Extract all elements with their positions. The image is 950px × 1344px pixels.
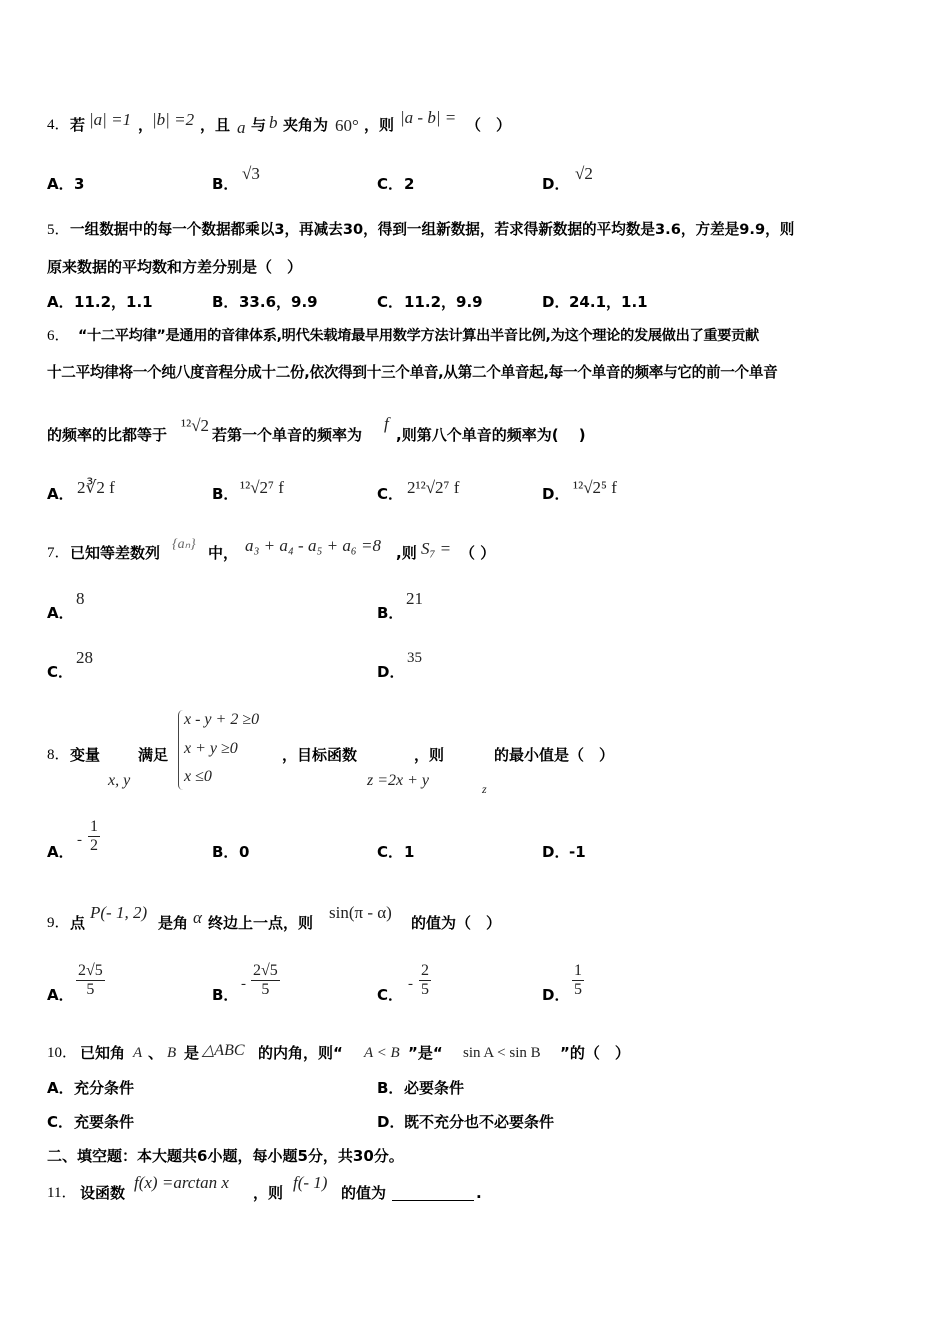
option-c-fraction bbox=[419, 962, 431, 999]
question-text: ，且 bbox=[200, 116, 231, 134]
numerator: 1 bbox=[574, 962, 582, 979]
question-text: 的值为 bbox=[341, 1184, 387, 1202]
option-c-label: C． bbox=[47, 663, 74, 681]
option-c-label: C． bbox=[377, 293, 404, 311]
question-text: 点 bbox=[70, 914, 86, 932]
option-d-value: ¹²√2⁵ f bbox=[573, 478, 617, 497]
option-b-sign: - bbox=[241, 976, 246, 992]
math-root: ¹²√2 bbox=[181, 416, 210, 435]
option-a-value: 11.2，1.1 bbox=[74, 293, 153, 311]
question-text: ”是“ bbox=[408, 1044, 443, 1062]
question-text: ,则第八个单音的频率为( ) bbox=[396, 426, 586, 444]
option-d-value: -1 bbox=[569, 843, 586, 861]
question-text: . bbox=[476, 1184, 482, 1202]
numerator: 1 bbox=[90, 818, 98, 835]
constraint-1: x - y + 2 ≥0 bbox=[184, 711, 260, 728]
option-a-value: 2∛2 f bbox=[77, 478, 115, 497]
question-text: ”的（ ） bbox=[560, 1044, 630, 1062]
denominator: 2 bbox=[90, 837, 98, 854]
math-abs-diff: |a - b| = bbox=[400, 108, 457, 127]
option-b-label: B． bbox=[212, 485, 239, 503]
option-c-label: C． bbox=[47, 1113, 74, 1131]
option-b-value: ¹²√2⁷ f bbox=[240, 478, 284, 497]
section-heading: 二、填空题：本大题共6小题，每小题5分，共30分。 bbox=[47, 1147, 404, 1165]
option-a-label: A． bbox=[47, 1079, 74, 1097]
math-a: a bbox=[237, 118, 246, 137]
question-text: ,则 bbox=[396, 544, 417, 562]
option-c-label: C． bbox=[377, 986, 404, 1004]
question-text: 原来数据的平均数和方差分别是（ ） bbox=[47, 258, 303, 276]
math-abs-b: |b| =2 bbox=[152, 110, 195, 129]
denominator: 5 bbox=[261, 981, 270, 998]
question-text: 、 bbox=[148, 1044, 164, 1062]
math-vars: x, y bbox=[108, 772, 131, 789]
option-a-label: A． bbox=[47, 293, 74, 311]
question-text: 是 bbox=[184, 1044, 200, 1062]
option-b-value: 21 bbox=[406, 589, 423, 608]
option-a-value: 8 bbox=[76, 589, 85, 608]
question-number: 5． bbox=[47, 222, 70, 238]
option-d-label: D． bbox=[542, 843, 570, 861]
question-text: ，目标函数 bbox=[282, 746, 358, 764]
question-text: 夹角为 bbox=[283, 116, 329, 134]
question-text: 已知角 bbox=[80, 1044, 126, 1062]
option-d-value: √2 bbox=[575, 164, 593, 183]
option-a-label: A． bbox=[47, 175, 74, 193]
denominator: 5 bbox=[574, 981, 582, 998]
option-d-label: D． bbox=[542, 485, 570, 503]
option-a-sign: - bbox=[77, 832, 82, 848]
option-b-value: √3 bbox=[242, 164, 260, 183]
option-a-label: A． bbox=[47, 485, 74, 503]
math-alpha: α bbox=[193, 908, 202, 927]
answer-blank[interactable] bbox=[392, 1186, 474, 1201]
question-number: 8． bbox=[47, 747, 70, 763]
option-c-label: C． bbox=[377, 175, 404, 193]
question-text: 若第一个单音的频率为 bbox=[212, 426, 363, 444]
option-b-label: B． bbox=[212, 986, 239, 1004]
question-text: 满足 bbox=[138, 746, 169, 764]
math-triangle: △ABC bbox=[202, 1042, 245, 1059]
question-text: 是角 bbox=[158, 914, 189, 932]
option-a-label: A． bbox=[47, 986, 74, 1004]
math-z: z bbox=[482, 782, 487, 796]
option-a-value: 充分条件 bbox=[74, 1079, 135, 1097]
option-c-value: 28 bbox=[76, 648, 93, 667]
option-c-label: C． bbox=[377, 485, 404, 503]
option-a-fraction bbox=[76, 962, 105, 999]
option-c-sign: - bbox=[408, 976, 413, 992]
option-d-label: D． bbox=[377, 1113, 405, 1131]
math-abs-a: |a| =1 bbox=[89, 110, 132, 129]
option-d-label: D． bbox=[542, 175, 570, 193]
question-text: ，则 bbox=[364, 116, 395, 134]
question-text: 的最小值是（ ） bbox=[494, 746, 615, 764]
question-text: 一组数据中的每一个数据都乘以3，再减去30，得到一组新数据，若求得新数据的平均数是3.6，方差是9.9，则 bbox=[70, 221, 795, 238]
constraint-2: x + y ≥0 bbox=[184, 740, 238, 757]
option-b-label: B． bbox=[212, 843, 239, 861]
numerator: 2 bbox=[421, 962, 429, 979]
question-number: 7． bbox=[47, 545, 70, 561]
math-condition-1: A < B bbox=[364, 1045, 400, 1061]
question-text: ， bbox=[138, 116, 154, 134]
question-text: 的频率的比都等于 bbox=[47, 426, 168, 444]
question-text: 中， bbox=[208, 544, 239, 562]
question-text: 终边上一点，则 bbox=[208, 914, 314, 932]
math-equation: a₃ + a₄ - a₅ + a₆ =8 bbox=[245, 536, 381, 555]
option-c-value: 11.2，9.9 bbox=[404, 293, 483, 311]
option-b-value: 33.6，9.9 bbox=[239, 293, 318, 311]
option-d-value: 24.1，1.1 bbox=[569, 293, 648, 311]
answer-paren: （ ） bbox=[466, 116, 512, 134]
question-text: 十二平均律将一个纯八度音程分成十二份,依次得到十三个单音,从第二个单音起,每一个单音的频率与它的前一个单音 bbox=[47, 364, 778, 381]
numerator: 2√5 bbox=[253, 962, 278, 979]
math-objective: z =2x + y bbox=[367, 772, 430, 789]
question-text: 已知等差数列 bbox=[70, 544, 161, 562]
option-a-fraction bbox=[88, 818, 100, 855]
option-d-label: D． bbox=[542, 986, 570, 1004]
math-function: f(x) =arctan x bbox=[134, 1173, 229, 1192]
math-A: A bbox=[133, 1045, 143, 1061]
math-angle: 60° bbox=[335, 116, 359, 135]
option-b-value: 必要条件 bbox=[404, 1079, 465, 1097]
option-b-value: 0 bbox=[239, 843, 250, 861]
option-b-label: B． bbox=[377, 604, 404, 622]
option-a-label: A． bbox=[47, 843, 74, 861]
numerator: 2√5 bbox=[78, 962, 103, 979]
option-a-label: A． bbox=[47, 604, 74, 622]
option-d-fraction bbox=[572, 962, 584, 999]
option-d-label: D． bbox=[542, 293, 570, 311]
question-text: 的内角，则“ bbox=[258, 1044, 343, 1062]
question-text: 与 bbox=[251, 116, 267, 134]
answer-paren: （ ） bbox=[460, 544, 496, 562]
question-number: 11． bbox=[47, 1185, 77, 1201]
question-text: ，则 bbox=[414, 746, 445, 764]
denominator: 5 bbox=[86, 981, 95, 998]
math-sequence: {aₙ} bbox=[172, 537, 196, 552]
system-brace bbox=[178, 710, 183, 790]
math-b: b bbox=[269, 113, 278, 132]
math-B: B bbox=[167, 1045, 177, 1061]
question-number: 10． bbox=[47, 1045, 78, 1061]
option-a-value: 3 bbox=[74, 175, 85, 193]
option-b-fraction bbox=[251, 962, 280, 999]
question-number: 6． bbox=[47, 328, 70, 344]
question-text: “十二平均律”是通用的音律体系,明代朱载堉最早用数学方法计算出半音比例,为这个理论的发展做出了重要贡献 bbox=[78, 328, 759, 344]
option-d-label: D． bbox=[377, 663, 405, 681]
option-c-label: C． bbox=[377, 843, 404, 861]
math-point: P(- 1, 2) bbox=[90, 903, 148, 922]
math-s7: S₇ = bbox=[421, 539, 452, 558]
denominator: 5 bbox=[421, 981, 429, 998]
option-b-label: B． bbox=[212, 293, 239, 311]
option-d-value: 既不充分也不必要条件 bbox=[404, 1113, 555, 1131]
question-text: ，则 bbox=[253, 1184, 284, 1202]
constraint-3: x ≤0 bbox=[184, 768, 212, 785]
option-c-value: 1 bbox=[404, 843, 415, 861]
option-b-label: B． bbox=[377, 1079, 404, 1097]
option-d-value: 35 bbox=[407, 650, 422, 666]
question-number: 4． bbox=[47, 117, 70, 133]
option-c-value: 充要条件 bbox=[74, 1113, 135, 1131]
question-text: 变量 bbox=[70, 746, 101, 764]
option-c-value: 2 bbox=[404, 175, 415, 193]
math-f-minus-1: f(- 1) bbox=[293, 1173, 328, 1192]
question-number: 9． bbox=[47, 915, 70, 931]
option-b-label: B． bbox=[212, 175, 239, 193]
question-text: 若 bbox=[70, 116, 86, 134]
math-condition-2: sin A < sin B bbox=[463, 1045, 541, 1061]
question-text: 的值为（ ） bbox=[411, 914, 502, 932]
math-f: f bbox=[384, 414, 389, 433]
math-expression: sin(π - α) bbox=[329, 903, 392, 922]
option-c-value: 2¹²√2⁷ f bbox=[407, 478, 460, 497]
question-text: 设函数 bbox=[80, 1184, 126, 1202]
